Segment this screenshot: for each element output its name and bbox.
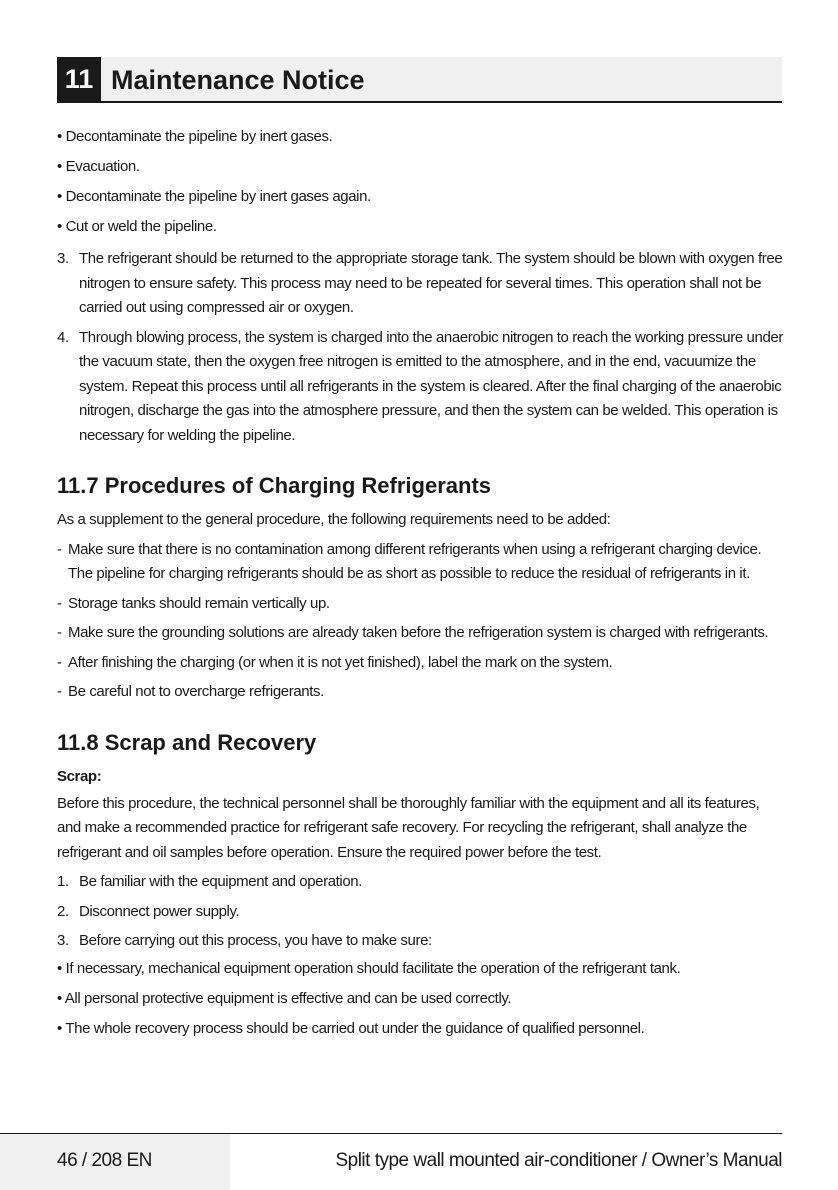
document-title: Split type wall mounted air-conditioner / Owner’s Manual — [335, 1150, 782, 1171]
item-text: Through blowing process, the system is charged into the anaerobic nitrogen to reach the working pressure under the vacuum state, then the oxygen free nitrogen is emitted to the atmosphere, and in the end, vacuumize the system. Repeat this process until all refrigerants in the system is cleared. After the final charging of the anaerobic nitrogen, discharge the gas into the atmosphere pressure, and then the system can be welded. This operation is necessary for welding the pipeline. — [79, 328, 783, 444]
section-intro: As a supplement to the general procedure, the following requirements need to be added: — [57, 511, 611, 528]
list-item: - Make sure that there is no contamination among different refrigerants when using a refrigerant charging device. The pipeline for charging refrigerants should be as short as possible to reduce the residual of refrigerants in it. — [57, 540, 762, 582]
list-item: - Storage tanks should remain vertically up. — [57, 594, 330, 612]
item-number: 4. — [57, 328, 69, 346]
list-item: • All personal protective equipment is effective and can be used correctly. — [57, 989, 512, 1007]
item-number: 2. — [57, 902, 69, 920]
subsection-title: Scrap: — [57, 767, 102, 785]
item-number: 3. — [57, 250, 69, 267]
item-number: 3. — [57, 932, 69, 949]
item-text: Be familiar with the equipment and operation. — [79, 873, 363, 890]
list-item: - After finishing the charging (or when it is not yet finished), label the mark on the system. — [57, 653, 613, 671]
list-item: • Decontaminate the pipeline by inert gases again. — [57, 188, 371, 205]
item-text: The refrigerant should be returned to the appropriate storage tank. The system should be blown with oxygen free nitrogen to ensure safety. This process may need to be repeated for several times. This operation shall not be carried out using compressed air or oxygen. — [79, 250, 783, 316]
list-item — [57, 870, 785, 895]
page-content — [57, 127, 785, 1049]
list-item: • Decontaminate the pipeline by inert gases. — [57, 128, 333, 145]
list-item — [57, 929, 785, 954]
chapter-header — [57, 57, 782, 103]
item-text: Disconnect power supply. — [79, 902, 240, 920]
list-item — [57, 900, 785, 925]
list-item: • Evacuation. — [57, 158, 140, 175]
chapter-title: Maintenance Notice — [111, 65, 365, 95]
item-text: Before carrying out this process, you have to make sure: — [79, 932, 432, 949]
list-item: • The whole recovery process should be carried out under the guidance of qualified personnel. — [57, 1019, 645, 1037]
page-number: 46 / 208 EN — [57, 1150, 152, 1171]
section-paragraph: Before this procedure, the technical personnel shall be thoroughly familiar with the equipment and all its features, and make a recommended practice for refrigerant safe recovery. For recycling the refrigerant, shall analyze the refrigerant and oil samples before operation. Ensure the required power before the test. — [57, 794, 760, 861]
list-item: - Make sure the grounding solutions are already taken before the refrigeration system is charged with refrigerants. — [57, 624, 769, 641]
list-item: • If necessary, mechanical equipment operation should facilitate the operation of the refrigerant tank. — [57, 959, 681, 977]
list-item: • Cut or weld the pipeline. — [57, 218, 217, 235]
list-item — [57, 247, 785, 321]
section-title-11-8: 11.8 Scrap and Recovery — [57, 729, 317, 755]
chapter-number: 11 — [57, 57, 101, 101]
section-title-11-7: 11.7 Procedures of Charging Refrigerants — [57, 473, 492, 498]
list-item — [57, 326, 785, 449]
item-number: 1. — [57, 873, 69, 890]
list-item: - Be careful not to overcharge refrigerants. — [57, 683, 324, 700]
